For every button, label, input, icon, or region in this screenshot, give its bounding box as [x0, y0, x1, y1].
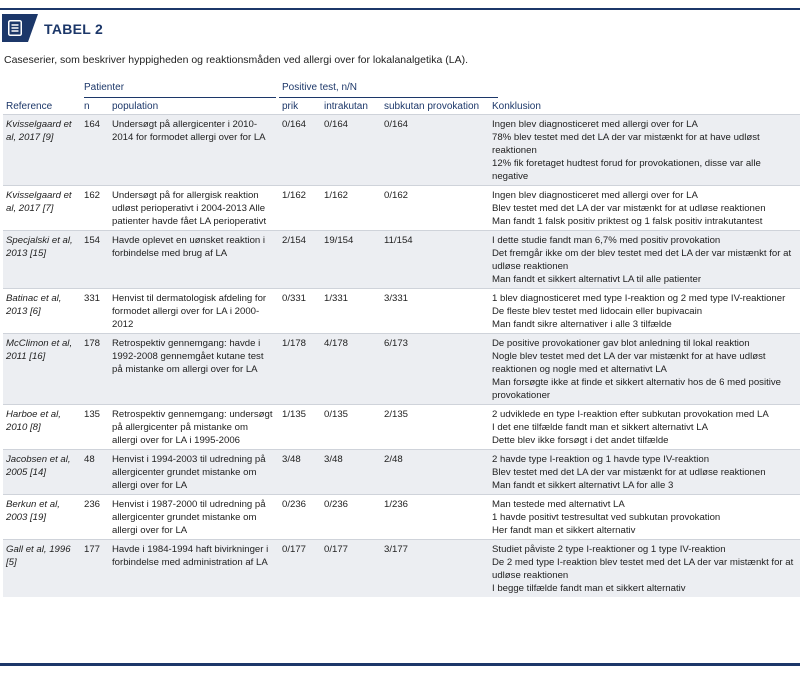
cell-population: Havde i 1984-1994 haft bivirkninger i forbindelse med administration af LA — [109, 540, 279, 598]
column-header-row — [3, 99, 800, 115]
cell-n: 135 — [81, 405, 109, 450]
cell-konklusion — [489, 405, 800, 450]
cell-intrakutan: 3/48 — [321, 450, 381, 495]
col-header-intrakutan: intrakutan — [324, 101, 368, 112]
cell-reference: Batinac et al, 2013 [6] — [3, 289, 81, 334]
cell-reference: Berkun et al, 2003 [19] — [3, 495, 81, 540]
cell-subkutan: 2/135 — [381, 405, 489, 450]
col-header-population: population — [112, 101, 159, 112]
table-row — [3, 450, 800, 495]
cell-konklusion — [489, 334, 800, 405]
cell-subkutan: 0/164 — [381, 115, 489, 186]
group-header-row — [3, 80, 800, 99]
cell-intrakutan: 0/164 — [321, 115, 381, 186]
konklusion-line: De 2 med type I-reaktion blev testet med det LA der var mistænkt for at udløse reaktionen — [492, 557, 794, 581]
konklusion-line: Man fandt et sikkert alternativt LA for alle 3 — [492, 480, 674, 491]
cell-konklusion — [489, 450, 800, 495]
cell-intrakutan: 0/177 — [321, 540, 381, 598]
table-tab — [2, 14, 28, 42]
konklusion-line: Blev testet med det LA der var mistænkt for at udløse reaktionen — [492, 203, 766, 214]
cell-n: 154 — [81, 231, 109, 289]
top-rule — [0, 8, 800, 10]
konklusion-line: 12% fik foretaget hudtest forud for provokationen, disse var alle negative — [492, 158, 761, 182]
cell-subkutan: 1/236 — [381, 495, 489, 540]
col-header-reference: Reference — [6, 101, 53, 112]
konklusion-line: 78% blev testet med det LA der var mistænkt for at have udløst reaktionen — [492, 132, 760, 156]
cell-intrakutan: 1/162 — [321, 186, 381, 231]
konklusion-line: I dette studie fandt man 6,7% med positiv provokation — [492, 235, 721, 246]
cell-prik: 0/236 — [279, 495, 321, 540]
table-row — [3, 115, 800, 186]
cell-population: Henvist til dermatologisk afdeling for formodet allergi over for LA i 2000-2012 — [109, 289, 279, 334]
konklusion-line: 2 havde type I-reaktion og 1 havde type IV-reaktion — [492, 454, 710, 465]
konklusion-line: 1 havde positivt testresultat ved subkutan provokation — [492, 512, 721, 523]
col-header-konklusion: Konklusion — [492, 101, 541, 112]
caseseries-table — [3, 80, 800, 597]
cell-intrakutan: 4/178 — [321, 334, 381, 405]
cell-population: Retrospektiv gennemgang: undersøgt på allergicenter på mistanke om allergi over for LA i 1995-2006 — [109, 405, 279, 450]
cell-intrakutan: 1/331 — [321, 289, 381, 334]
cell-population: Undersøgt på allergicenter i 2010-2014 for formodet allergi over for LA — [109, 115, 279, 186]
konklusion-line: I det ene tilfælde fandt man et sikkert alternativt LA — [492, 422, 708, 433]
konklusion-line: Ingen blev diagnosticeret med allergi over for LA — [492, 119, 698, 130]
table-row — [3, 186, 800, 231]
cell-intrakutan: 0/236 — [321, 495, 381, 540]
group-header-patients: Patienter — [81, 80, 279, 99]
cell-intrakutan: 19/154 — [321, 231, 381, 289]
cell-reference: Harboe et al, 2010 [8] — [3, 405, 81, 450]
cell-konklusion — [489, 540, 800, 598]
konklusion-line: Det fremgår ikke om der blev testet med det LA der var mistænkt for at udløse reaktionen — [492, 248, 792, 272]
table-row — [3, 540, 800, 598]
konklusion-line: De fleste blev testet med lidocain eller bupivacain — [492, 306, 703, 317]
cell-prik: 1/135 — [279, 405, 321, 450]
konklusion-line: De positive provokationer gav blot anledning til lokal reaktion — [492, 338, 750, 349]
cell-reference: Kvisselgaard et al, 2017 [9] — [3, 115, 81, 186]
cell-reference: Specjalski et al, 2013 [15] — [3, 231, 81, 289]
col-header-prik: prik — [282, 101, 299, 112]
cell-intrakutan: 0/135 — [321, 405, 381, 450]
table-row — [3, 231, 800, 289]
cell-n: 236 — [81, 495, 109, 540]
cell-konklusion — [489, 186, 800, 231]
cell-population: Havde oplevet en uønsket reaktion i forbindelse med brug af LA — [109, 231, 279, 289]
cell-subkutan: 3/177 — [381, 540, 489, 598]
konklusion-line: 1 blev diagnosticeret med type I-reaktion og 2 med type IV-reaktioner — [492, 293, 786, 304]
cell-n: 162 — [81, 186, 109, 231]
cell-prik: 1/162 — [279, 186, 321, 231]
table-row — [3, 495, 800, 540]
konklusion-line: Dette blev ikke forsøgt i det andet tilfælde — [492, 435, 669, 446]
group-header-positive-test: Positive test, n/N — [321, 80, 800, 99]
konklusion-line: Man forsøgte ikke at finde et sikkert alternativ hos de 6 med positive provokationer — [492, 377, 782, 401]
cell-population: Henvist i 1987-2000 til udredning på allergicenter grundet mistanke om allergi over for LA — [109, 495, 279, 540]
cell-n: 48 — [81, 450, 109, 495]
col-header-subkutan: subkutan provokation — [384, 101, 480, 112]
konklusion-line: Nogle blev testet med det LA der var mistænkt for at have udløst reaktionen og nogle med et alternativt LA — [492, 351, 766, 375]
cell-prik: 1/178 — [279, 334, 321, 405]
cell-population: Undersøgt på for allergisk reaktion udløst perioperativt i 2004-2013 Alle patienter havde fået LA perioperativt — [109, 186, 279, 231]
cell-konklusion — [489, 495, 800, 540]
table-header-bar — [0, 14, 800, 44]
cell-population: Retrospektiv gennemgang: havde i 1992-2008 gennemgået kutane test på mistanke om allergi over for LA — [109, 334, 279, 405]
cell-n: 178 — [81, 334, 109, 405]
konklusion-line: I begge tilfælde fandt man et sikkert alternativ — [492, 583, 686, 594]
konklusion-line: Man fandt sikre alternativer i alle 3 tilfælde — [492, 319, 672, 330]
table-row — [3, 334, 800, 405]
konklusion-line: Man fandt et sikkert alternativt LA til alle patienter — [492, 274, 702, 285]
cell-reference: Gall et al, 1996 [5] — [3, 540, 81, 598]
cell-prik: 2/154 — [279, 231, 321, 289]
cell-reference: McClimon et al, 2011 [16] — [3, 334, 81, 405]
document-list-icon — [8, 20, 22, 36]
table-title: TABEL 2 — [44, 21, 104, 37]
cell-n: 331 — [81, 289, 109, 334]
konklusion-line: 2 udviklede en type I-reaktion efter subkutan provokation med LA — [492, 409, 769, 420]
konklusion-line: Ingen blev diagnosticeret med allergi over for LA — [492, 190, 698, 201]
bottom-rule — [0, 663, 800, 666]
konklusion-line: Man fandt 1 falsk positiv priktest og 1 falsk positiv intrakutantest — [492, 216, 763, 227]
cell-n: 177 — [81, 540, 109, 598]
konklusion-line: Blev testet med det LA der var mistænkt for at udløse reaktionen — [492, 467, 766, 478]
cell-prik: 0/177 — [279, 540, 321, 598]
cell-reference: Jacobsen et al, 2005 [14] — [3, 450, 81, 495]
cell-reference: Kvisselgaard et al, 2017 [7] — [3, 186, 81, 231]
cell-subkutan: 6/173 — [381, 334, 489, 405]
tab-notch — [28, 14, 38, 42]
col-header-n: n — [84, 101, 90, 112]
cell-konklusion — [489, 231, 800, 289]
cell-konklusion — [489, 115, 800, 186]
cell-subkutan: 11/154 — [381, 231, 489, 289]
cell-prik: 0/331 — [279, 289, 321, 334]
cell-n: 164 — [81, 115, 109, 186]
cell-prik: 3/48 — [279, 450, 321, 495]
cell-subkutan: 0/162 — [381, 186, 489, 231]
table-row — [3, 289, 800, 334]
cell-subkutan: 3/331 — [381, 289, 489, 334]
cell-subkutan: 2/48 — [381, 450, 489, 495]
cell-prik: 0/164 — [279, 115, 321, 186]
konklusion-line: Man testede med alternativt LA — [492, 499, 625, 510]
cell-population: Henvist i 1994-2003 til udredning på allergicenter grundet mistanke om allergi over for LA — [109, 450, 279, 495]
konklusion-line: Studiet påviste 2 type I-reaktioner og 1 type IV-reaktion — [492, 544, 726, 555]
cell-konklusion — [489, 289, 800, 334]
konklusion-line: Her fandt man et sikkert alternativ — [492, 525, 636, 536]
table-caption: Caseserier, som beskriver hyppigheden og reaktionsmåden ved allergi over for lokalanalgetika (LA). — [4, 54, 468, 66]
table-row — [3, 405, 800, 450]
table-body — [3, 115, 800, 598]
